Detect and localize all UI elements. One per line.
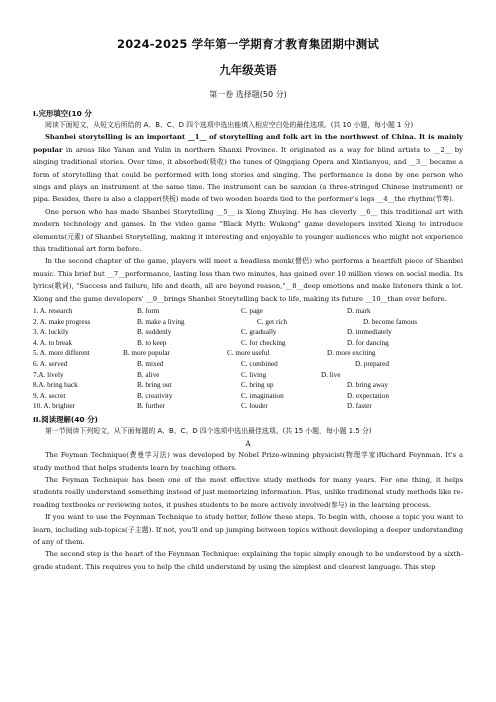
cloze-paragraph-1-lead: Shanbei storytelling is an important __1__ of storytelling and folk art in the northwest of China. It is mainly popular [33, 133, 463, 154]
option-d: D. become famous [363, 317, 418, 326]
option-b: B. suddenly [137, 328, 172, 337]
option-c: C. living [241, 370, 267, 379]
cloze-options [33, 306, 463, 412]
option-row [33, 327, 463, 338]
passage-label: A [245, 440, 251, 449]
section2-instruction: 第一节阅读下列短文，从下面每题的 A、B、C、D 四个选项中选出最佳选项。(共 15 小题，每小题 1.5 分) [45, 426, 372, 435]
option-d: D. live [321, 370, 341, 379]
option-a: 6. A. served [33, 359, 68, 368]
option-row [33, 370, 463, 381]
option-b: B. make a living [137, 317, 185, 326]
option-row [33, 306, 463, 317]
option-c: C. louder [241, 402, 268, 411]
option-a: 10. A. brighter [33, 402, 75, 411]
option-c: C. for checking [241, 338, 286, 347]
section1-instruction: 阅读下面短文，从短文后所给的 A、B、C、D 四个选项中选出能填入相应空白处的最佳选项。(共 10 小题，每小题 1 分) [45, 121, 414, 129]
reading-paragraph-4: The second step is the heart of the Feynman Technique: explaining the topic simply enough to be understood by a sixth-grade student. This requires you to help the child understand by using the simplest and clearest language. This step [33, 550, 463, 571]
option-d: D. expectation [347, 391, 389, 400]
option-row [33, 348, 463, 359]
option-d: D. mark [347, 306, 371, 315]
reading-paragraph-3: If you want to use the Feynman Technique to study better, follow these steps. To begin with, choose a topic you want to learn, including sub-topics(子主题). If not, you'll end up jumping between topics without developing a deeper understanding of any of them. [33, 513, 463, 547]
option-c: C. gradually [241, 328, 277, 337]
option-a: 1. A. research [33, 306, 73, 315]
option-c: C. imagination [241, 391, 284, 400]
option-b: B. creativity [137, 391, 173, 400]
option-row [33, 317, 463, 328]
section2-heading: II.阅读理解(40 分) [33, 414, 98, 424]
reading-paragraph-2: The Feyman Technique has been one of the most effective study methods for many years. For one thing, it helps students really understand something instead of just memorizing information. Plus, unlike traditional study methods like re-reading textbooks or reviewing notes, it pushes students to be more actively involved(参与) in the learning process. [33, 476, 463, 509]
cloze-paragraph-3: In the second chapter of the game, players will meet a headless monk(僧侣) who performs a heartfelt piece of Shanbei music. This brief but __7__performance, lasting less than two minutes, has gained over 10 million views on social media. Its lyrics(歌词), "Success and failure, life and death, all are beyond reason,"__8__deep emotions and make listeners think a lot. Xiong and the game developers' __9__brings Shanbei Storytelling back to life, making its future __10__than ever before. [33, 257, 463, 303]
cloze-paragraph-2: One person who has made Shanbei Storytelling __5__ is Xiong Zhuying. He has cleverly __6__ this traditional art with modern technology and games. In the video game "Black Myth: Wukong" game developers invited Xiong to introduce elements(元素) of Shanbei Storytelling, making it interesting and enjoyable to younger audiences who might not experience this traditional art form before. [33, 207, 463, 253]
option-b: B. to keep [137, 338, 167, 347]
option-row [33, 401, 463, 412]
option-c: C. more useful [227, 349, 270, 358]
option-a: 3. A. luckily [33, 328, 69, 337]
option-d: D. bring away [347, 381, 388, 390]
option-row [33, 380, 463, 391]
exam-page [33, 30, 463, 573]
option-row [33, 338, 463, 349]
option-d: D. for dancing [347, 338, 389, 347]
option-a: 9. A. secret [33, 391, 66, 400]
option-d: D. immediately [347, 328, 392, 337]
option-a: 4. A. to break [33, 338, 72, 347]
option-c: C. get rich [257, 317, 288, 326]
exam-title: 2024-2025 学年第一学期育才教育集团期中测试 [117, 37, 379, 51]
option-row [33, 359, 463, 370]
option-b: B. form [137, 306, 160, 315]
option-b: B. mixed [137, 359, 164, 368]
cloze-paragraph-1 [33, 131, 463, 205]
reading-paragraph-1: The Feyman Technique(费曼学习法) was developed by Nobel Prize-winning physicist(物理学家)Richard Feynman. It's a study method that helps students learn by teaching others. [33, 451, 463, 472]
option-a: 7.A. lively [33, 370, 64, 379]
option-d: D. faster [347, 402, 372, 411]
option-a: 5. A. more different [33, 349, 90, 358]
option-d: D. more exciting [327, 349, 376, 358]
volume-heading: 第一卷 选择题(50 分) [209, 90, 287, 99]
option-c: C. page [241, 306, 263, 315]
option-a: 2. A. make progress [33, 317, 91, 326]
exam-subtitle: 九年级英语 [219, 63, 277, 77]
option-a: 8.A. bring back [33, 381, 78, 390]
option-c: C. bring up [241, 381, 274, 390]
cloze-paragraph-1-text: in areas like Yanan and Yulin in northern Shanxi Province. It originated as a way for blind artists to __2__ by singing traditional stories. Over time, it absorbed(吸收) the tunes of Qingqiang Opera and Xintianyou, and __3__ became a form of storytelling that could be performed with long stories and singing. The performance is done by one person who sings and plays an instrument at the same time. The instrument can be sanxian (a three-stringed Chinese instrument) or pipa. Besides, there is also a clapper(快板) made of two wooden boards tied to the performer's legs __4__the rhythm(节奏). [33, 145, 463, 204]
option-b: B. further [137, 402, 165, 411]
option-b: B. bring out [137, 381, 172, 390]
option-c: C. combined [241, 359, 278, 368]
option-d: D. prepared [355, 359, 389, 368]
option-row [33, 391, 463, 402]
section1-heading: I.完形填空(10 分 [33, 109, 92, 118]
option-b: B. alive [137, 370, 160, 379]
option-b: B. more popular [123, 349, 170, 358]
